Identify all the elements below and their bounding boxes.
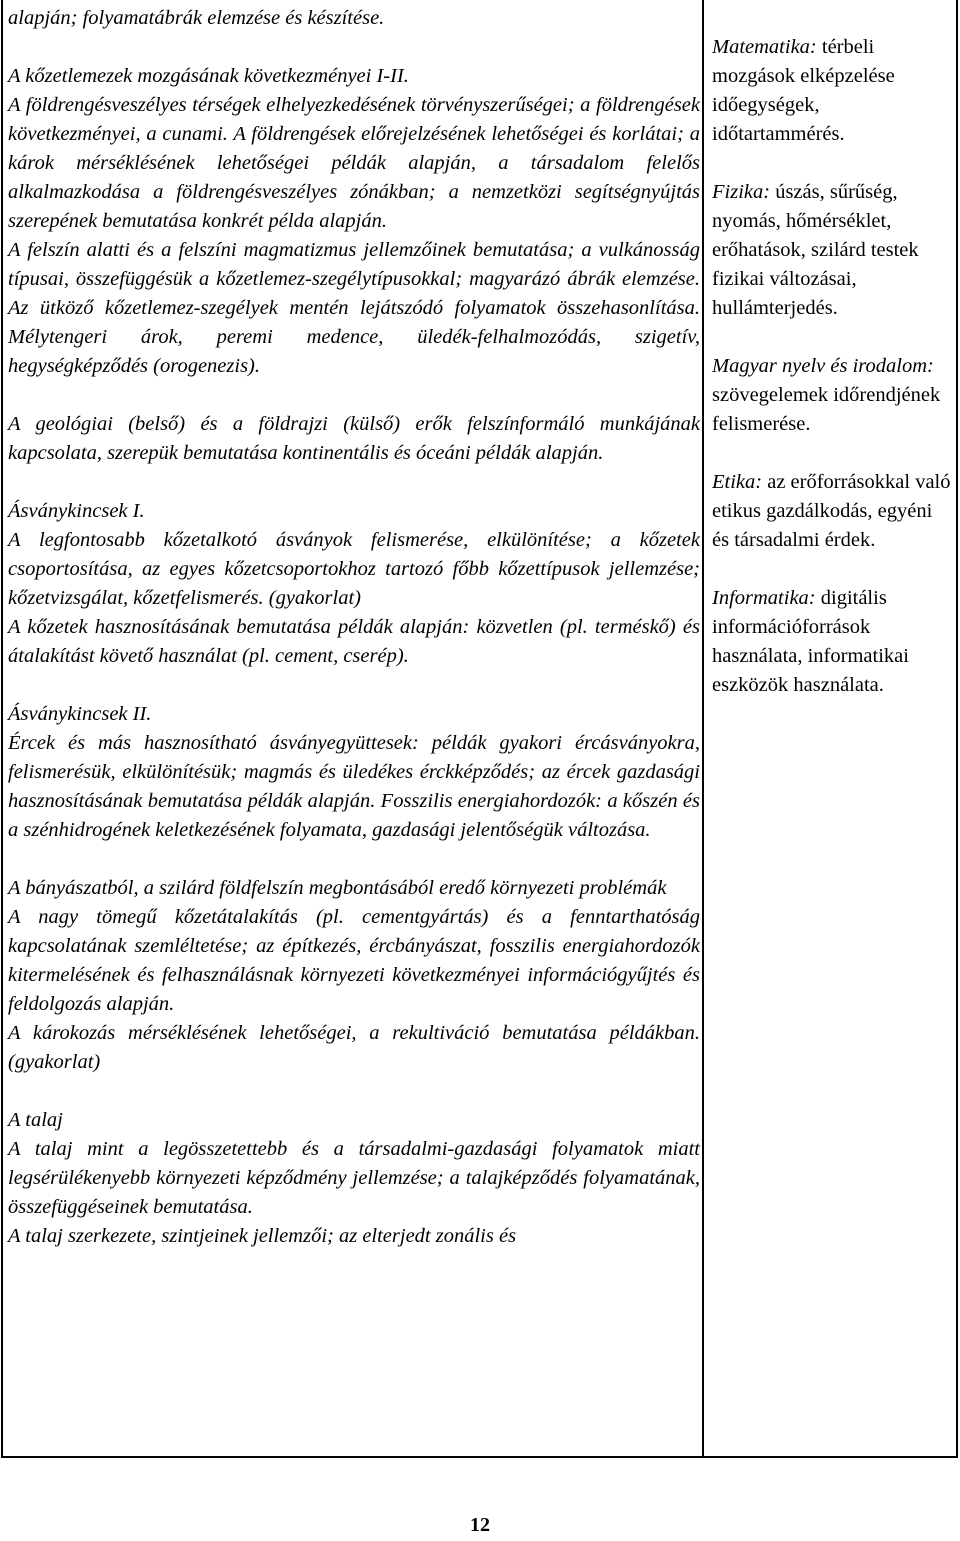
- section-text: A földrengésveszélyes térségek elhelyezkedésének törvényszerűségei; a földrengések következményei, a cunami. A földrengések előrejelzésének lehetőségei és korlátai; a károk mérséklésének lehetőségei példák alapján, a társadalom felelős alkalmazkodása a földrengésveszélyes zónákban; a nemzetközi segítségnyújtás szerepének bemutatása konkrét példa alapján.: [8, 94, 700, 232]
- section-title: A bányászatból, a szilárd földfelszín megbontásából eredő környezeti problémák: [8, 877, 667, 899]
- main-column: [8, 4, 700, 1251]
- spacer: [8, 381, 700, 410]
- subject-connection-physics: [712, 178, 952, 323]
- subject-text: térbeli mozgások elképzelése időegységek, időtartammérés.: [712, 36, 895, 145]
- section-text: A legfontosabb kőzetalkotó ásványok felismerése, elkülönítése; a kőzetek csoportosítása, az egyes kőzetcsoportokhoz tartozó főbb kőzettípusok jellemzése; kőzetvizsgálat, kőzetfelismerés. (gyakorlat): [8, 529, 700, 609]
- subject-label: Magyar nyelv és irodalom:: [712, 355, 934, 377]
- section-text: A geológiai (belső) és a földrajzi (külső) erők felszínformáló munkájának kapcsolata, szerepük bemutatása kontinentális és óceáni példák alapján.: [8, 413, 700, 464]
- section-text: Ércek és más hasznosítható ásványegyüttesek: példák gyakori ércásványokra, felismerésük, elkülönítésük; magmás és üledékes érckképződés; az ércek gazdasági hasznosításának bemutatása példák alapján. Fosszilis energiahordozók: a kőszén és a szénhidrogének keletkezésének folyamata, gazdasági jelentőségük változása.: [8, 732, 700, 841]
- section-text: A talaj mint a legösszetettebb és a társadalmi-gazdasági folyamatok miatt legsérülékenyebb környezeti képződmény jellemzése; a talajképződés folyamatának, összefüggéseinek bemutatása.: [8, 1138, 700, 1218]
- section-text: A károkozás mérséklésének lehetőségei, a rekultiváció bemutatása példákban. (gyakorlat): [8, 1022, 700, 1073]
- subject-text: digitális információforrások használata, informatikai eszközök használata.: [712, 587, 909, 696]
- spacer: [8, 1077, 700, 1106]
- page-number: 12: [470, 1514, 490, 1536]
- subject-connection-informatics: [712, 584, 952, 700]
- subject-connection-hungarian: [712, 352, 952, 439]
- section-text: alapján; folyamatábrák elemzése és készítése.: [8, 7, 385, 29]
- section-text: A kőzetek hasznosításának bemutatása példák alapján: közvetlen (pl. terméskő) és átalakítást követő használat (pl. cement, cserép).: [8, 616, 700, 667]
- connections-column: [712, 33, 952, 729]
- spacer: [8, 468, 700, 497]
- subject-label: Matematika:: [712, 36, 817, 58]
- section-text: A nagy tömegű kőzetátalakítás (pl. cementgyártás) és a fenntarthatóság kapcsolatának szemléltetése; az építkezés, ércbányászat, fosszilis energiahordozók kitermelésének és felhasználásnak környezeti következményei információgyűjtés és feldolgozás alapján.: [8, 906, 700, 1015]
- section-title: Ásványkincsek I.: [8, 500, 145, 522]
- section-title: A talaj: [8, 1109, 63, 1131]
- subject-text: úszás, sűrűség, nyomás, hőmérséklet, erőhatások, szilárd testek fizikai változásai, hullámterjedés.: [712, 181, 919, 319]
- section-text: A talaj szerkezete, szintjeinek jellemzői; az elterjedt zonális és: [8, 1225, 517, 1247]
- spacer: [8, 671, 700, 700]
- section-title: A kőzetlemezek mozgásának következményei I-II.: [8, 65, 409, 87]
- subject-label: Etika:: [712, 471, 763, 493]
- spacer: [8, 33, 700, 62]
- section-title: Ásványkincsek II.: [8, 703, 152, 725]
- subject-label: Informatika:: [712, 587, 816, 609]
- subject-text: az erőforrásokkal való etikus gazdálkodás, egyéni és társadalmi érdek.: [712, 471, 951, 551]
- subject-connection-math: [712, 33, 952, 149]
- column-divider: [702, 0, 704, 1458]
- subject-connection-ethics: [712, 468, 952, 555]
- subject-text: szövegelemek időrendjének felismerése.: [712, 384, 941, 435]
- subject-label: Fizika:: [712, 181, 771, 203]
- section-text: A felszín alatti és a felszíni magmatizmus jellemzőinek bemutatása; a vulkánosság típusai, összefüggésük a kőzetlemez-szegélytípusokkal; magyarázó ábrák elemzése. Az ütköző kőzetlemez-szegélyek mentén lejátszódó folyamatok összehasonlítása. Mélytengeri árok, peremi medence, üledék-felhalmozódás, szigetív, hegységképződés (orogenezis).: [8, 239, 700, 377]
- spacer: [8, 845, 700, 874]
